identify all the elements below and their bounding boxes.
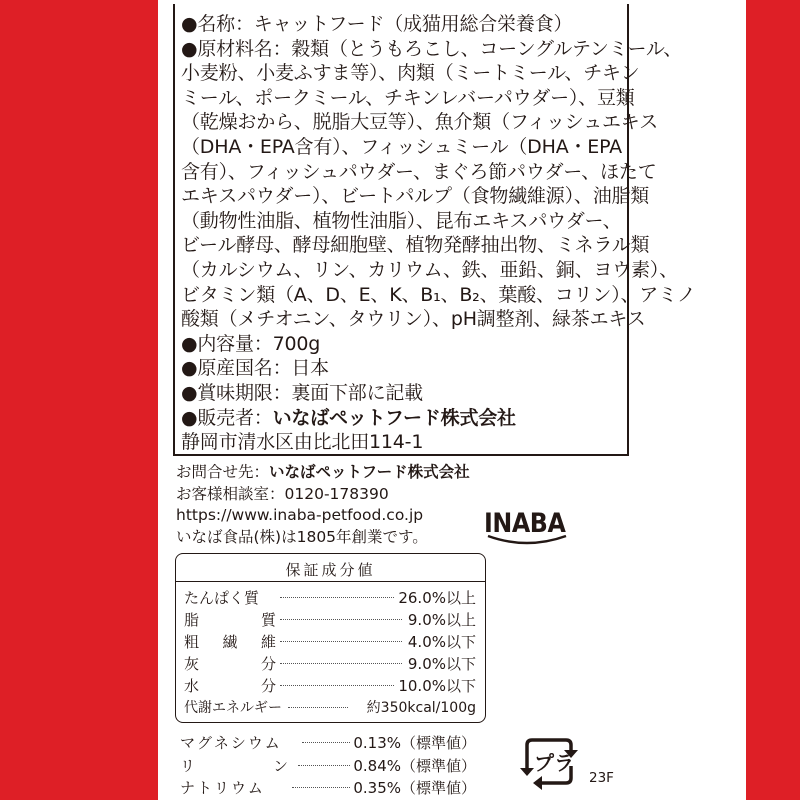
label-char: 水 [184,677,200,695]
mineral-label [180,755,290,776]
recycle-label: プラ [534,751,574,775]
nutrition-value: 10.0%以下 [398,677,476,695]
spec-ingredients-line: 含有）、フィッシュパウダー、まぐろ節パウダー、ほたて [181,160,657,183]
nutrition-row-protein [184,585,476,607]
mineral-value: 0.13%（標準値） [353,734,476,752]
nutrition-label [184,675,276,696]
spec-seller-name: いなばペットフード株式会社 [272,406,516,429]
leader-dots [288,707,348,708]
nutrition-value: 9.0%以下 [407,655,476,673]
spec-ingredients-line: ミール、ポークミール、チキンレバーパウダー）、豆類 [181,86,635,109]
nutrition-label [184,609,276,630]
spec-ingredients-line: （カルシウム、リン、カリウム、鉄、亜鉛、銅、ヨウ素）、 [181,258,678,281]
nutrition-row-fiber [184,629,476,651]
spec-seller-address: 静岡市清水区由比北田114-1 [181,431,424,454]
contact-company: いなばペットフード株式会社 [269,463,470,481]
spec-ingredients-line: 酸類（メチオニン、タウリン）、pH調整剤、緑茶エキス [181,308,646,331]
inaba-logo [484,508,570,544]
plastic-recycle-mark-icon [518,730,580,792]
nutrition-box [175,553,486,723]
leader-dots [298,765,350,766]
spec-origin: ●原産国名：日本 [181,357,329,380]
leader-dots [280,597,394,598]
nutrition-label [184,653,276,674]
mineral-list [180,730,476,798]
contact-founded: いなば食品(株)は1805年創業です。 [176,527,428,546]
label-char: リ [180,756,198,775]
mineral-label: ナトリウム [180,779,265,797]
mineral-row-phosphorus [180,753,476,776]
spec-net-content: ●内容量：700g [181,332,321,355]
nutrition-value: 26.0%以上 [398,589,476,607]
nutrition-value: 4.0%以下 [407,633,476,651]
leader-dots [280,663,402,664]
mineral-value: 0.35%（標準値） [353,779,476,797]
inaba-logo-text: INABA [484,508,566,539]
mineral-label: マグネシウム [180,734,282,752]
spec-seller-label: ●販売者： [181,406,273,429]
spec-name: ●名称：キャットフード（成猫用総合栄養食） [181,13,573,35]
spec-ingredients-line: ビタミン類（A、D、E、K、B₁、B₂、葉酸、コリン）、アミノ [181,283,696,306]
mineral-row-magnesium [180,730,476,753]
nutrition-label: たんぱく質 [184,589,260,607]
contact-desk: お客様相談室：0120-178390 [176,484,389,503]
spec-best-before: ●賞味期限：裏面下部に記載 [181,381,423,404]
product-spec-text [181,12,696,455]
contact-inquiry [176,462,470,484]
leader-dots [280,641,402,642]
label-char: ン [272,756,290,775]
leader-dots [280,619,402,620]
red-side-band-right [746,0,800,800]
red-side-band-left [0,0,158,800]
contact-url[interactable]: https://www.inaba-petfood.co.jp [176,506,424,524]
spec-ingredients-line: （乾燥おから、脱脂大豆等）、魚介類（フィッシュエキス [181,111,659,134]
leader-dots [302,742,350,743]
recycle-code: 23F [589,770,614,786]
spec-ingredients-line: （DHA・EPA含有）、フィッシュミール（DHA・EPA [181,135,622,158]
label-char: 維 [260,633,276,651]
spec-ingredients-line: ●原材料名：穀類（とうもろこし、コーングルテンミール、 [181,37,683,60]
nutrition-value: 9.0%以上 [407,611,476,629]
nutrition-title: 保証成分値 [285,561,376,579]
spec-ingredients-line: エキスパウダー）、ビートパルプ（食物繊維源）、油脂類 [181,185,650,208]
nutrition-row-fat [184,607,476,629]
logo-smile-arc-icon [486,534,568,548]
label-char: 繊 [222,633,238,651]
label-char: 分 [260,655,276,673]
nutrition-label [184,631,276,652]
label-char: 脂 [184,611,200,629]
mineral-value: 0.84%（標準値） [353,756,476,775]
nutrition-divider [176,581,485,582]
nutrition-value: 約350kcal/100g [366,700,476,716]
contact-label: お問合せ先： [176,463,270,481]
label-char: 質 [260,611,276,629]
spec-ingredients-line: 小麦粉、小麦ふすま等）、肉類（ミートミール、チキン [181,62,640,85]
nutrition-row-moisture [184,673,476,695]
nutrition-rows [184,585,476,717]
spec-ingredients-line: ビール酵母、酵母細胞壁、植物発酵抽出物、ミネラル類 [181,234,650,257]
leader-dots [280,685,394,686]
nutrition-row-ash [184,651,476,673]
spec-seller [181,406,626,431]
leader-dots [292,787,350,788]
mineral-row-sodium [180,775,476,798]
nutrition-row-energy [184,695,476,717]
label-char: 灰 [184,655,200,673]
nutrition-label: 代謝エネルギー [184,700,282,716]
contact-block [176,462,470,548]
label-char: 分 [260,677,276,695]
spec-ingredients-line: （動物性油脂、植物性油脂）、昆布エキスパウダー、 [181,209,622,232]
label-char: 粗 [184,633,200,651]
